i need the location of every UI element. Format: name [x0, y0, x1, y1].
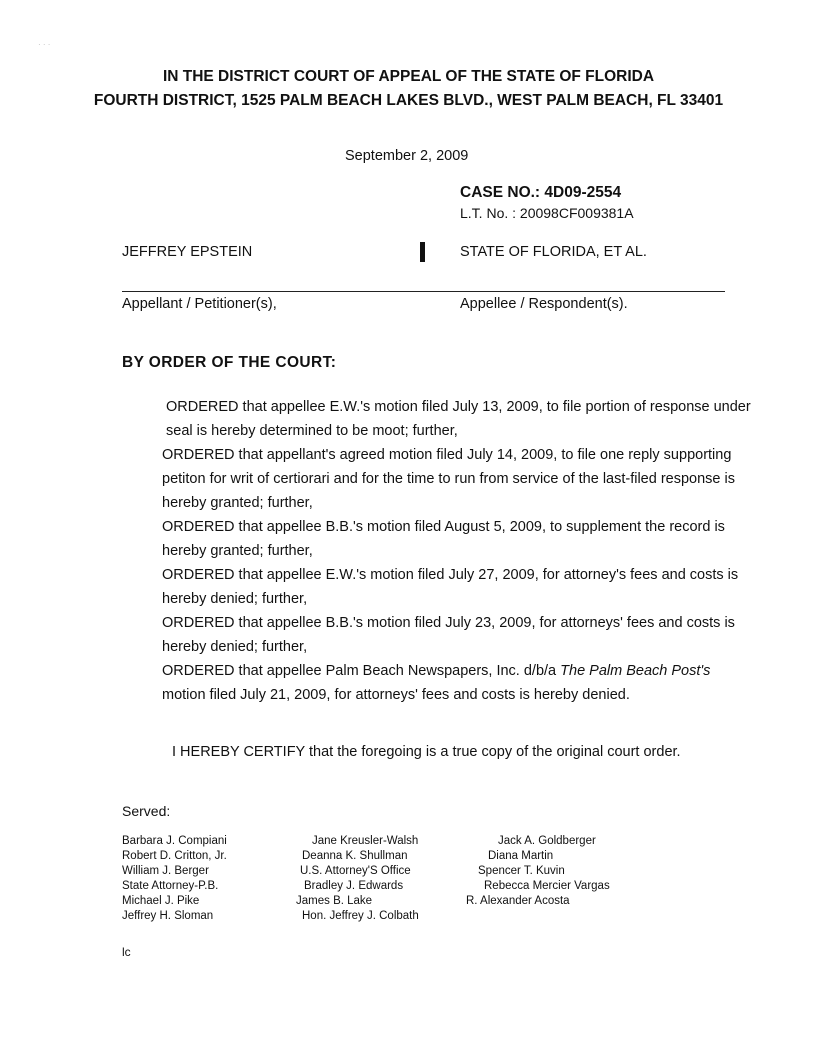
clerk-initials: lc: [122, 945, 131, 959]
served-name: Robert D. Critton, Jr.: [122, 850, 227, 862]
appellant-name: JEFFREY EPSTEIN: [122, 244, 253, 260]
court-header-line1: IN THE DISTRICT COURT OF APPEAL OF THE STATE OF FLORIDA: [162, 68, 655, 85]
served-name: U.S. Attorney'S Office: [300, 865, 411, 877]
order-paragraph-3: ORDERED that appellee B.B.'s motion filed August 5, 2009, to supplement the record is hereby granted; further,: [162, 519, 725, 559]
served-name: Michael J. Pike: [122, 895, 200, 907]
appellee-role: Appellee / Respondent(s).: [460, 296, 628, 312]
order-6-text-b: motion filed July 21, 2009, for attorneys' fees and costs is hereby denied.: [162, 687, 630, 703]
served-name: Rebecca Mercier Vargas: [484, 880, 610, 892]
served-name: William J. Berger: [122, 865, 209, 877]
served-column-2: [296, 834, 419, 924]
lower-tribunal-number: L.T. No. : 20098CF009381A: [460, 205, 634, 221]
served-name: Deanna K. Shullman: [302, 850, 408, 862]
newspaper-name: The Palm Beach Post's: [560, 663, 711, 679]
case-number: CASE NO.: 4D09-2554: [460, 184, 622, 201]
order-paragraph-1: ORDERED that appellee E.W.'s motion filed July 13, 2009, to file portion of response under seal is hereby determined to be moot; further,: [166, 399, 751, 439]
served-name: Jack A. Goldberger: [498, 835, 596, 847]
served-label: Served:: [122, 803, 171, 819]
caption-divider: [122, 291, 725, 292]
appellee-name: STATE OF FLORIDA, ET AL.: [460, 244, 647, 260]
by-order-heading: BY ORDER OF THE COURT:: [122, 354, 337, 371]
certification-statement: I HEREBY CERTIFY that the foregoing is a true copy of the original court order.: [172, 744, 681, 760]
served-name: Jane Kreusler-Walsh: [312, 835, 419, 847]
served-name: James B. Lake: [296, 895, 373, 907]
order-date: September 2, 2009: [345, 148, 469, 164]
scan-mark: [420, 242, 425, 262]
served-column-1: [122, 834, 227, 924]
served-name: Hon. Jeffrey J. Colbath: [302, 910, 419, 922]
served-name: Spencer T. Kuvin: [478, 865, 565, 877]
order-6-text-a: ORDERED that appellee Palm Beach Newspapers, Inc. d/b/a: [162, 663, 561, 679]
served-column-3: [466, 834, 610, 909]
served-name: Diana Martin: [488, 850, 554, 862]
order-body: [122, 395, 752, 707]
order-paragraph-4: ORDERED that appellee E.W.'s motion filed July 27, 2009, for attorney's fees and costs is hereby denied; further,: [162, 567, 739, 607]
scan-speck: · · ·: [38, 40, 51, 49]
court-header-line2: FOURTH DISTRICT, 1525 PALM BEACH LAKES BLVD., WEST PALM BEACH, FL 33401: [93, 92, 724, 109]
served-name: Jeffrey H. Sloman: [122, 910, 214, 922]
served-name: Barbara J. Compiani: [122, 835, 227, 847]
appellant-role: Appellant / Petitioner(s),: [122, 296, 277, 312]
served-name: State Attorney-P.B.: [122, 880, 219, 892]
order-paragraph-2: ORDERED that appellant's agreed motion filed July 14, 2009, to file one reply supporting petiton for writ of certiorari and for the time to run from service of the last-filed response is hereby granted; further,: [162, 447, 735, 511]
order-paragraph-5: ORDERED that appellee B.B.'s motion filed July 23, 2009, for attorneys' fees and costs is hereby denied; further,: [162, 615, 735, 655]
served-name: R. Alexander Acosta: [466, 895, 570, 907]
order-paragraph-6: [122, 659, 752, 707]
served-name: Bradley J. Edwards: [304, 880, 404, 892]
